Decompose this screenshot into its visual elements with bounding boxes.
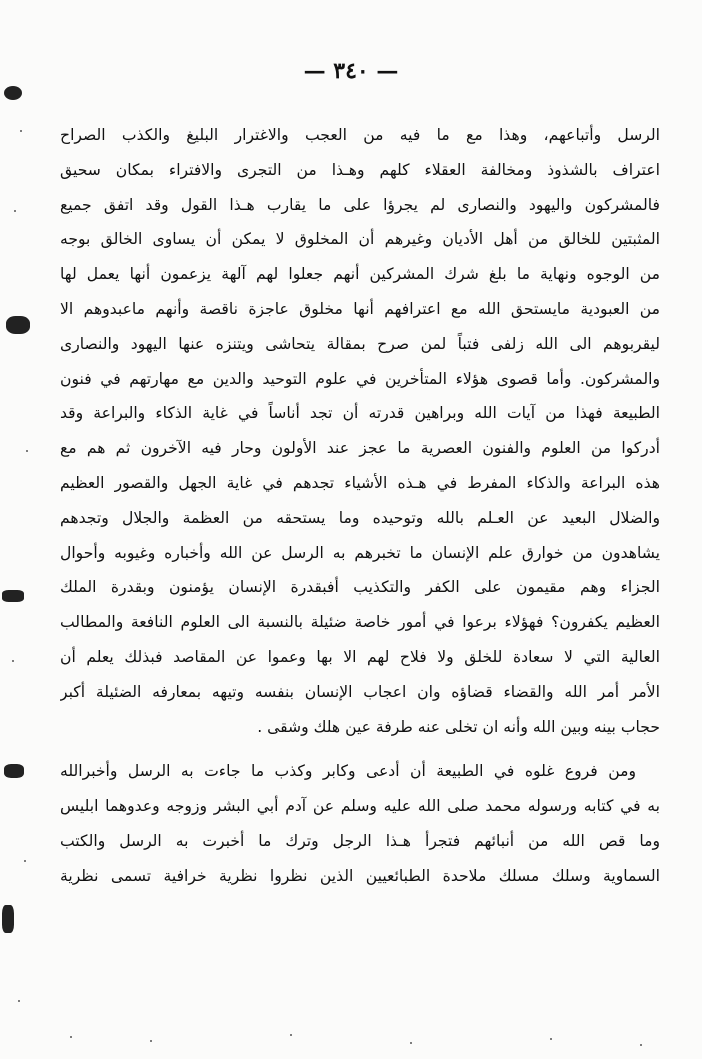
page-number: — ٣٤٠ — xyxy=(303,58,399,84)
ink-blot xyxy=(2,590,24,602)
text-line: اعتراف بالشذوذ ومخالفة العقلاء كلهم وهـذا من التجرى والافتراء بمكان سحيق xyxy=(60,160,660,179)
speck xyxy=(12,660,14,662)
speck xyxy=(24,860,26,862)
text-line: السماوية وسلك مسلك ملاحدة الطبائعيين الذين نظروا نظرية خرافية تسمى نظرية xyxy=(60,866,660,885)
speck xyxy=(640,1044,642,1046)
text-line: حجاب بينه وبين الله وأنه ان تخلى عنه طرفة عين هلك وشقى . xyxy=(257,717,660,736)
speck xyxy=(410,1042,412,1044)
text-line: العظيم يكفرون؟ فهؤلاء برعوا في أمور خاصة ضئيلة بالنسبة الى العلوم النافعة والمطالب xyxy=(60,613,660,632)
speck xyxy=(150,1040,152,1042)
text-line: يشاهدون من خوارق علم الإنسان ما تخبرهم به الرسل عن الله وأخباره وغيوبه وأحوال xyxy=(60,543,660,562)
text-line: وما قص الله من أنبائهم فتجرأ هـذا الرجل وترك ما أخبرت به الرسل والكتب xyxy=(60,831,660,850)
text-line: والمشركون. وأما قصوى هؤلاء المتأخرين في علوم التوحيد والدين مع مهارتهم في فنون xyxy=(60,369,660,388)
text-line: أدركوا من العلوم والفنون العصرية ما عجز عند الأولون وحار فيه الآخرون ثم هم مع xyxy=(60,439,660,458)
text-line: المثبتين للخالق من أهل الأديان وغيرهم أن المخلوق لا يمكن أن يساوى الخالق بوجه xyxy=(60,230,660,249)
text-line: به في كتابه ورسوله محمد صلى الله عليه وسلم عن آدم أبي البشر وزوجه وعدوهما ابليس xyxy=(60,797,660,816)
text-line: ومن فروع غلوه في الطبيعة أن أدعى وكابر وكذب ما جاءت به الرسل وأخبرالله xyxy=(60,762,636,781)
speck xyxy=(290,1034,292,1036)
speck xyxy=(18,1000,20,1002)
speck xyxy=(20,130,22,132)
speck xyxy=(26,450,28,452)
speck xyxy=(70,1036,72,1038)
text-line: الأمر أمر الله والقضاء قضاؤه وان اعجاب الإنسان بنفسه وتيهه بمعارفه الضئيلة أكبر xyxy=(60,682,660,701)
text-line: من الوجوه ونهاية ما بلغ شرك المشركين أنهم جعلوا لهم آلهة يزعمون أنها يعمل لها xyxy=(60,265,660,284)
text-line: الطبيعة فهذا من آيات الله وبراهين قدرته أن تجد أناساً في غاية الذكاء والبراعة وقد xyxy=(60,404,660,423)
ink-blot xyxy=(4,86,22,100)
text-line: والضلال البعيد عن العـلم بالله وتوحيده وما يستحقه من العظمة والجلال وتجدهم xyxy=(60,508,660,527)
speck xyxy=(550,1038,552,1040)
ink-blot xyxy=(4,764,24,778)
text-line: الرسل وأتباعهم، وهذا مع ما فيه من العجب والاغترار البليغ والكذب الصراح xyxy=(60,126,660,144)
text-line: العالية التي لا سعادة للخلق ولا فلاح لهم الا بها وعموا عن المقاصد فبذلك يعلم أن xyxy=(60,647,660,666)
text-line: فالمشركون واليهود والنصارى لم يجرؤا على ما يقارب هـذا القول وقد اتفق جميع xyxy=(60,195,660,214)
speck xyxy=(14,210,16,212)
scan-noise xyxy=(30,1030,692,1050)
text-line: من العبودية مايستحق الله مع اعترافهم أنها مخلوق عاجزة ناقصة وأنهم ماعبدوهم الا xyxy=(60,299,660,318)
ink-blot xyxy=(6,316,30,334)
text-line: هذه البراعة والذكاء المفرط في هـذه الأشياء تجدهم في غاية الجهل والقصور العظيم xyxy=(60,473,660,492)
text-line: الجزاء وهم مقيمون على الكفر والتكذيب أفبقدرة الإنسان يؤمنون وبقدرة الملك xyxy=(60,578,660,597)
ink-blot xyxy=(2,905,14,933)
body-text xyxy=(60,118,660,894)
text-line: ليقربوهم الى الله زلفى فتباً لمن صرح بمقالة يتحاشى ويتنزه عنها اليهود والنصارى xyxy=(60,334,660,353)
